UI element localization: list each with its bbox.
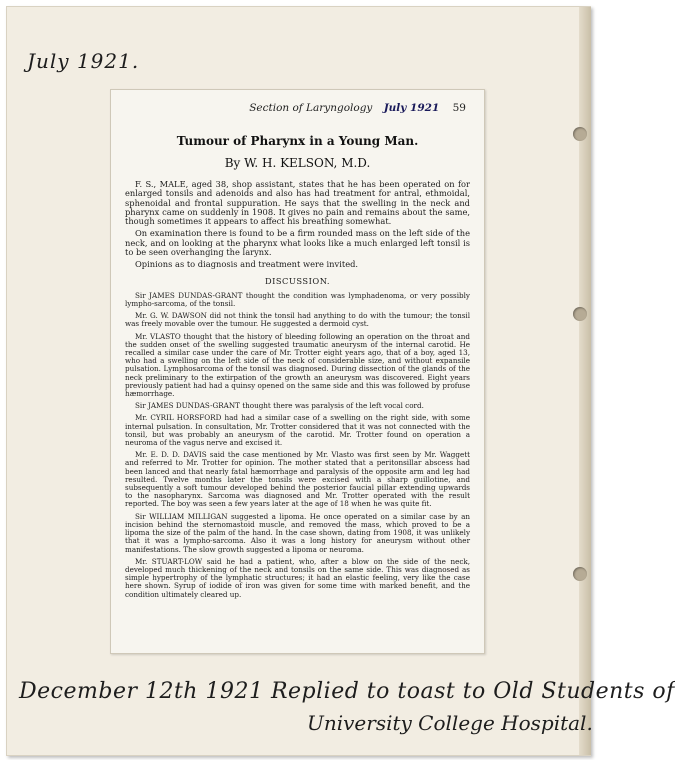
page-edge — [579, 7, 591, 755]
article-author: By W. H. KELSON, M.D. — [224, 156, 371, 170]
journal-clipping — [110, 89, 485, 654]
handwritten-note-line2: University College Hospital. — [307, 711, 593, 735]
binder-hole — [573, 567, 587, 581]
handwritten-annotation: July 1921 — [383, 102, 440, 114]
article-body — [125, 180, 470, 603]
discussion-paragraph: Mr. VLASTO thought that the history of bleeding following an operation on the throat and the sudden onset of the swelling suggested traumatic aneurysm of the internal carotid. He recalled a similar case under the care of Mr. Trotter eight years ago, that of a boy, aged 13, who had a swelling on the left side of the neck of considerable size, and without expansile pulsation. Lymphosarcoma of the tonsil was diagnosed. During dissection of the glands of the neck preliminary to the extirpation of the growth an aneurysm was discovered. Eight years previously patient had had a quinsy opened on the same side and this was followed by profuse hæmorrhage. — [125, 331, 470, 399]
scrapbook-page — [6, 6, 675, 756]
discussion-paragraph: Mr. E. D. D. DAVIS said the case mentioned by Mr. Vlasto was first seen by Mr. Waggett and referred to Mr. Trotter for opinion. The mother stated that a peritonsillar abscess had been lanced and that nearly fatal hæmorrhage and paralysis of the opposite arm and leg had resulted. Twelve months later the tonsils were excised with a sharp guillotine, and subsequently a soft tumour developed behind the posterior faucial pillar extending upwards to the nasopharynx. Sarcoma was diagnosed and Mr. Trotter operated with the result reported. The boy was seen a few years later at the age of 18 when he was quite fit. — [125, 450, 470, 509]
discussion-paragraph: Mr. G. W. DAWSON did not think the tonsil had anything to do with the tumour; the tonsil was freely movable over the tumour. He suggested a dermoid cyst. — [125, 311, 470, 329]
discussion-paragraph: Sir JAMES DUNDAS-GRANT thought the condition was lymphadenoma, or very possibly lympho-sarcoma, of the tonsil. — [125, 290, 470, 309]
discussion-paragraph: Mr. CYRIL HORSFORD had had a similar case of a swelling on the right side, with some internal pulsation. In consultation, Mr. Trotter considered that it was not connected with the tonsil, but was probably an aneurysm of the carotid. Mr. Trotter found on operation a neuroma of the vagus nerve and excised it. — [125, 413, 470, 448]
binder-hole — [573, 307, 587, 321]
handwritten-note-line1: December 12th 1921 Replied to toast to Old Students of — [19, 679, 675, 704]
discussion-paragraph: Sir JAMES DUNDAS-GRANT thought there was paralysis of the left vocal cord. — [135, 401, 424, 411]
discussion-paragraph: Sir WILLIAM MILLIGAN suggested a lipoma. He once operated on a similar case by an incision behind the sternomastoid muscle, and removed the mass, which proved to be a lipoma the size of the palm of the hand. In the case shown, dating from 1908, it was unlikely that it was a lympho-sarcoma. Also it was a long history for aneurysm without other manifestations. The slow growth suggested a lipoma or neuroma. — [125, 511, 470, 554]
clipping-header — [111, 102, 466, 114]
paragraph: On examination there is found to be a firm rounded mass on the left side of the neck, and on looking at the pharynx what looks like a much enlarged left tonsil is to be seen overhanging the larynx. — [125, 228, 470, 257]
discussion-section — [125, 292, 470, 599]
discussion-heading: DISCUSSION. — [264, 275, 331, 286]
article-title: Tumour of Pharynx in a Young Man. — [176, 134, 419, 148]
page-number: 59 — [452, 102, 466, 114]
discussion-paragraph: Mr. STUART-LOW said he had a patient, who, after a blow on the side of the neck, developed much thickening of the neck and tonsils on the same side. This was diagnosed as simple hypertrophy of the lymphatic structures; it had an elastic feeling, very like the case here shown. Syrup of iodide of iron was given for some time with marked benefit, and the condition ultimately cleared up. — [125, 556, 470, 599]
section-name: Section of Laryngology — [249, 102, 373, 114]
handwritten-date: July 1921. — [27, 49, 140, 73]
binder-hole — [573, 127, 587, 141]
paragraph: Opinions as to diagnosis and treatment were invited. — [135, 259, 359, 270]
paragraph: F. S., MALE, aged 38, shop assistant, states that he has been operated on for enlarged tonsils and adenoids and also has had treatment for antral, ethmoidal, sphenoidal and frontal suppuration. He says that the swelling in the neck and pharynx came on suddenly in 1908. It gives no pain and remains about the same, though sometimes it appears to affect his breathing somewhat. — [125, 179, 470, 227]
